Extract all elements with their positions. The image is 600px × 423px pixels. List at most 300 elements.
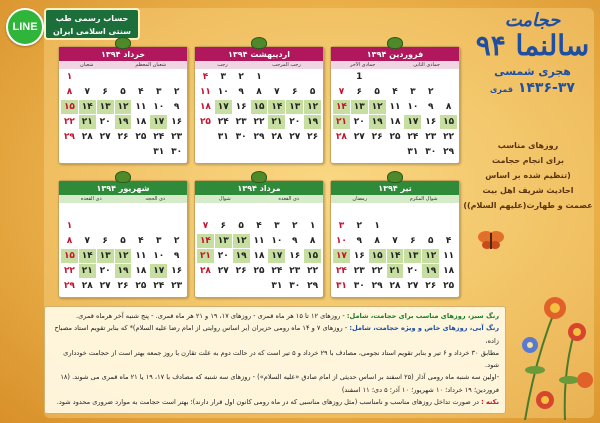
day-cell (168, 70, 185, 84)
butterfly-icon (476, 228, 506, 252)
day-cell (233, 145, 250, 159)
day-cell: ۱۲ (115, 100, 132, 114)
tree-icon (251, 37, 267, 49)
day-cell: ۲۴ (217, 117, 229, 127)
day-cell: ۵ (238, 221, 244, 231)
day-cell: ۷ (274, 87, 280, 97)
day-cell (215, 145, 232, 159)
day-cell: ۳ (338, 221, 345, 231)
flowers-decoration-icon (505, 250, 600, 420)
line-logo-icon[interactable] (6, 8, 44, 46)
day-cell: ۶ (102, 236, 108, 246)
tree-icon (115, 37, 131, 49)
day-cell: ۱۷ (404, 115, 421, 129)
day-cell: ۱۹ (422, 264, 439, 278)
account-line-1: حساب رسمی طب (55, 14, 129, 23)
day-cell (79, 204, 96, 218)
description-line: احادیث شریف اهل بیت (482, 186, 574, 195)
day-cell (115, 204, 132, 218)
day-cell: ۱۵ (251, 100, 268, 114)
legend-green-label: رنگ سبز، روزهای مناسب برای حجامت، شامل: (346, 312, 499, 320)
day-cell: ۱۱ (253, 236, 265, 246)
day-cell: ۲۶ (235, 266, 247, 276)
day-cell: ۲۸ (81, 132, 93, 142)
day-cell: ۳ (410, 87, 416, 97)
day-cell: ۹ (173, 251, 180, 261)
day-cell: ۲۷ (289, 132, 301, 142)
lunar-month-left: جمادی الآخر (350, 62, 376, 68)
day-cell: ۱۴ (333, 100, 350, 114)
day-cell: ۲۲ (307, 266, 319, 276)
legend-blue-row (51, 322, 499, 347)
day-cell: ۱۳ (351, 100, 368, 114)
day-cell (268, 70, 285, 84)
day-cell: ۱۵ (61, 100, 78, 114)
day-cell: ۲۲ (63, 117, 75, 127)
month-subheader (331, 61, 459, 69)
day-cell: ۲۸ (389, 281, 401, 291)
day-cell: ۱۲ (304, 100, 321, 114)
day-cell: ۱۷ (333, 249, 350, 263)
day-cell (387, 70, 404, 84)
day-cell: ۲۷ (353, 132, 365, 142)
month-calendar-ordibehesht (194, 46, 324, 164)
description-line: (تنظیم شده بر اساس (485, 171, 571, 180)
tree-icon (115, 171, 131, 183)
day-cell: ۱۹ (369, 115, 386, 129)
day-cell (286, 70, 303, 84)
day-cell (115, 219, 132, 233)
day-cell: ۲۴ (153, 132, 165, 142)
day-cell (304, 204, 321, 218)
day-cell: ۷ (338, 87, 345, 97)
day-cell: ۱۶ (171, 266, 183, 276)
day-cell: ۲۷ (217, 266, 229, 276)
day-cell (168, 219, 185, 233)
day-grid (331, 203, 459, 294)
day-cell (150, 70, 167, 84)
day-cell (61, 145, 78, 159)
day-cell: ۱۵ (440, 115, 457, 129)
month-calendar-tir (330, 180, 460, 298)
day-cell: ۲۰ (407, 266, 419, 276)
day-cell: ۲۸ (199, 266, 211, 276)
day-grid (59, 69, 187, 160)
day-cell: ۱۸ (389, 117, 401, 127)
day-cell (387, 204, 404, 218)
day-cell: ۶ (291, 87, 298, 97)
day-cell: ۸ (66, 87, 73, 97)
description (458, 138, 598, 213)
day-cell (150, 204, 167, 218)
lunar-month-right: شعبان المعظم (135, 62, 166, 68)
day-cell (197, 204, 214, 218)
day-cell: ۲۳ (353, 266, 365, 276)
day-grid (331, 69, 459, 160)
day-cell: ۲۵ (199, 117, 211, 127)
day-cell (79, 145, 96, 159)
day-cell (404, 219, 421, 233)
description-line: روزهای مناسب (497, 141, 559, 150)
legend-panel (44, 306, 506, 414)
tree-icon (387, 171, 403, 183)
lunar-month-left: ذی القعده (80, 196, 102, 202)
day-cell: ۱۲ (422, 249, 439, 263)
day-cell (115, 70, 132, 84)
day-cell (387, 219, 404, 233)
day-cell: ۱۲ (233, 234, 250, 248)
day-cell: ۲۲ (253, 117, 265, 127)
day-cell: ۱۵ (369, 249, 386, 263)
day-cell: ۱۸ (199, 102, 211, 112)
day-cell: ۲۵ (389, 132, 401, 142)
day-cell: ۲۲ (371, 266, 383, 276)
day-cell (233, 279, 250, 293)
day-cell: ۲۰ (289, 117, 301, 127)
day-cell: ۸ (445, 102, 452, 112)
day-cell: ۲۱ (79, 115, 96, 129)
day-cell (304, 70, 321, 84)
day-cell: ۱۹ (233, 249, 250, 263)
day-cell (404, 204, 421, 218)
day-cell: ۲۱ (197, 249, 214, 263)
day-cell: ۳۱ (271, 281, 283, 291)
day-cell: ۲ (173, 236, 180, 246)
tree-icon (251, 171, 267, 183)
day-cell: ۱۱ (199, 87, 211, 97)
day-cell: ۲۵ (443, 281, 455, 291)
day-cell: ۴ (138, 87, 144, 97)
day-cell: ۲۳ (171, 132, 183, 142)
legend-line-4: -اولین سه شنبه ماه رومی آذار (۲۵ اسفند بر اساس حدیثی از امام صادق «علیه السلام») - روزهای سه شنبه که مصادف با ۱۷، ۱۹ یا ۲۱ ماه قمری می شوند. (۱۸ (60, 373, 499, 382)
day-cell: ۳ (220, 72, 227, 82)
day-cell: ۲۰ (353, 117, 365, 127)
day-cell: ۲۶ (117, 281, 129, 291)
day-cell: ۲۸ (335, 132, 347, 142)
day-cell: ۵ (120, 87, 126, 97)
day-cell: ۹ (291, 236, 298, 246)
day-cell: ۳ (274, 221, 280, 231)
day-cell (404, 70, 421, 84)
day-cell: ۵ (374, 87, 380, 97)
day-cell: ۹ (427, 102, 434, 112)
day-cell: ۱۲ (369, 100, 386, 114)
day-cell: ۲ (238, 72, 244, 82)
day-cell: ۴ (445, 236, 452, 246)
day-cell: ۶ (410, 236, 416, 246)
day-grid (195, 69, 323, 160)
month-subheader (59, 61, 187, 69)
day-cell: ۳۱ (335, 281, 347, 291)
legend-line-3: مطابق ۳۰ خرداد و ۶ تیر و بنابر تقویم استاد نجومی، مصادف با ۲۹ خرداد و ۵ تیر است که در حالت دوم به علت تقارن با روز جمعه بهتر است از حجامت خودداری شود. (63, 348, 499, 370)
day-cell (440, 70, 457, 84)
day-cell: ۲۸ (271, 132, 283, 142)
day-cell: ۱۶ (353, 251, 365, 261)
lunar-month-right: شوال المکرم (409, 196, 438, 202)
account-label (44, 8, 140, 40)
lunar-label: قمری (490, 85, 513, 94)
day-cell (97, 219, 114, 233)
day-cell: ۱۹ (304, 115, 321, 129)
day-cell (387, 145, 404, 159)
day-cell: ۶ (220, 221, 227, 231)
lunar-years-value: ۱۴۳۶-۳۷ (517, 80, 575, 96)
day-cell: ۱۳ (97, 100, 114, 114)
month-calendar-farvardin (330, 46, 460, 164)
day-cell: ۲۹ (63, 281, 75, 291)
day-cell (132, 145, 149, 159)
day-cell: ۱۶ (235, 102, 247, 112)
day-cell (268, 204, 285, 218)
day-grid (59, 203, 187, 294)
day-cell: ۲۶ (371, 132, 383, 142)
day-cell (197, 279, 214, 293)
month-calendar-shahrivar (58, 180, 188, 298)
day-cell: ۳۰ (171, 147, 183, 157)
day-cell: ۲۹ (371, 281, 383, 291)
day-cell (351, 145, 368, 159)
day-cell (215, 279, 232, 293)
day-cell: ۲۹ (253, 132, 265, 142)
day-cell: ۲۹ (443, 147, 455, 157)
day-cell: ۱۷ (150, 115, 167, 129)
day-cell: ۱۷ (150, 264, 167, 278)
title-lunar-years (470, 80, 595, 96)
day-cell: ۱۸ (135, 117, 147, 127)
day-cell: ۲۶ (425, 281, 437, 291)
day-cell: ۱۵ (61, 249, 78, 263)
day-cell (422, 70, 439, 84)
day-cell: ۲۱ (333, 115, 350, 129)
month-calendar-khordad (58, 46, 188, 164)
legend-note-label: نکته : (481, 398, 499, 407)
day-cell: ۶ (102, 87, 108, 97)
day-cell (333, 70, 350, 84)
day-cell: ۱۴ (197, 234, 214, 248)
day-cell (440, 219, 457, 233)
day-cell (79, 70, 96, 84)
day-cell: ۲۹ (63, 132, 75, 142)
day-cell: ۲۴ (407, 132, 419, 142)
day-cell (286, 204, 303, 218)
lunar-month-left: شوال (218, 196, 231, 202)
day-cell: ۲۱ (387, 264, 404, 278)
legend-blue-label: رنگ آبی، روزهای خاص و ویژه حجامت، شامل: (349, 324, 499, 333)
day-grid (195, 203, 323, 294)
day-cell: ۱۴ (79, 100, 96, 114)
day-cell: ۷ (84, 236, 91, 246)
day-cell (369, 145, 386, 159)
day-cell: ۳۰ (289, 281, 301, 291)
day-cell (440, 85, 457, 99)
day-cell: ۲۱ (268, 115, 285, 129)
day-cell: ۱ (66, 72, 73, 82)
day-cell: ۹ (356, 236, 363, 246)
day-cell: ۲۳ (235, 117, 247, 127)
day-cell: ۴ (256, 221, 262, 231)
day-cell: ۲۷ (407, 281, 419, 291)
day-cell: ۲۵ (253, 266, 265, 276)
legend-green-text: - روزهای ۱۲ تا ۱۵ هر ماه قمری - روزهای ۱۷، ۱۹ و ۲۱ هر ماه قمری. - پنج شنبه آخر هرماه قمری. (76, 312, 345, 320)
day-cell (115, 145, 132, 159)
day-cell: ۱۶ (171, 117, 183, 127)
day-cell: ۹ (173, 102, 180, 112)
day-cell (369, 204, 386, 218)
line-logo-label: LINE (12, 21, 38, 33)
day-cell (251, 204, 268, 218)
day-cell: ۲۳ (289, 266, 301, 276)
day-cell: ۲۴ (335, 266, 347, 276)
day-cell: ۳۰ (425, 147, 437, 157)
day-cell (61, 204, 78, 218)
day-cell: ۱۴ (387, 249, 404, 263)
day-cell: ۱۴ (268, 100, 285, 114)
day-cell (251, 279, 268, 293)
day-cell: ۱۱ (389, 102, 401, 112)
day-cell: ۲ (356, 221, 363, 231)
day-cell: ۴ (392, 87, 398, 97)
day-cell (351, 204, 368, 218)
day-cell (197, 130, 214, 144)
day-cell: ۱۱ (443, 251, 455, 261)
month-title: شهریور ۱۳۹۴ (59, 181, 187, 195)
day-cell: ۱۰ (335, 236, 347, 246)
lunar-month-left: رمضان (352, 196, 368, 202)
day-cell: ۲۸ (81, 281, 93, 291)
day-cell: ۲۷ (99, 281, 111, 291)
day-cell: ۳۰ (235, 132, 247, 142)
day-cell (132, 219, 149, 233)
day-cell (168, 204, 185, 218)
day-cell: ۲۲ (443, 132, 455, 142)
day-cell: ۲۰ (99, 117, 111, 127)
lunar-month-right: ذی الحجه (145, 196, 166, 202)
account-line-2: سنتی اسلامی ایران (52, 27, 132, 36)
day-cell: ۱۸ (443, 266, 455, 276)
day-cell: ۲۳ (425, 132, 437, 142)
day-cell: ۱۳ (215, 234, 232, 248)
day-cell: ۲۴ (153, 281, 165, 291)
day-cell: ۳ (155, 236, 162, 246)
day-cell: ۱۷ (268, 249, 285, 263)
day-cell: ۳۱ (217, 132, 229, 142)
day-cell: ۲۰ (99, 266, 111, 276)
month-subheader (195, 195, 323, 203)
day-cell: ۱۹ (115, 264, 132, 278)
day-cell: ۱۳ (97, 249, 114, 263)
day-cell: ۱۲ (115, 249, 132, 263)
day-cell: ۱ (309, 221, 316, 231)
day-cell (233, 204, 250, 218)
day-cell: ۳ (155, 87, 162, 97)
day-cell: ۱۶ (289, 251, 301, 261)
day-cell: ۱۶ (425, 117, 437, 127)
day-cell: ۱۰ (407, 102, 419, 112)
day-cell: ۱۰ (271, 236, 283, 246)
day-cell (132, 70, 149, 84)
lunar-month-right: جمادی الثانی (413, 62, 441, 68)
month-calendar-mordad (194, 180, 324, 298)
day-cell: ۷ (392, 236, 398, 246)
day-cell: 1 (356, 72, 363, 82)
month-title: تیر ۱۳۹۴ (331, 181, 459, 195)
day-cell: ۲۵ (135, 132, 147, 142)
day-cell: ۲۳ (171, 281, 183, 291)
day-cell: ۵ (120, 236, 126, 246)
day-cell: ۱۷ (215, 100, 232, 114)
day-cell: ۱۰ (153, 251, 165, 261)
day-cell: ۸ (374, 236, 380, 246)
day-cell: ۵ (427, 236, 434, 246)
day-cell: ۳۰ (353, 281, 365, 291)
title-solar-hijri: هجری شمسی (494, 65, 571, 78)
day-cell (369, 70, 386, 84)
day-cell (79, 219, 96, 233)
day-cell: ۱۱ (135, 102, 147, 112)
day-cell: ۹ (238, 87, 244, 97)
day-cell: ۴ (138, 236, 144, 246)
month-subheader (331, 195, 459, 203)
month-title: مرداد ۱۳۹۴ (195, 181, 323, 195)
day-cell: ۶ (356, 87, 363, 97)
day-cell (197, 145, 214, 159)
month-subheader (59, 195, 187, 203)
lunar-month-left: رجب (217, 62, 228, 68)
day-cell: ۱۰ (217, 87, 229, 97)
title-main: سالنما ۹۴ (475, 29, 590, 62)
legend-blue-text: - روزهای ۷ و ۱۴ ماه رومی حزیران (بر اساس روایتی از امام رضا علیه السلام)* که بنابر تقویم استاد مصباح زاده، (54, 324, 499, 345)
day-cell (97, 70, 114, 84)
day-cell: ۱۸ (135, 266, 147, 276)
day-cell (97, 145, 114, 159)
day-cell: ۲ (291, 221, 298, 231)
day-cell: ۱ (256, 72, 262, 82)
day-cell: ۱۸ (253, 251, 265, 261)
day-cell (268, 145, 285, 159)
lunar-month-left: شعبان (80, 62, 94, 68)
day-cell: ۱۳ (404, 249, 421, 263)
day-cell (333, 145, 350, 159)
day-cell (286, 145, 303, 159)
day-cell: ۱۰ (153, 102, 165, 112)
description-line: عصمت و طهارت(علیهم السلام)) (463, 201, 593, 210)
legend-note-row (51, 396, 499, 408)
day-cell: ۲ (427, 87, 434, 97)
day-cell: ۷ (202, 221, 209, 231)
day-cell: ۱۴ (79, 249, 96, 263)
day-cell: ۲۷ (99, 132, 111, 142)
day-cell (440, 204, 457, 218)
day-cell: ۲۶ (117, 132, 129, 142)
day-cell (251, 145, 268, 159)
day-cell: ۱۹ (115, 115, 132, 129)
day-cell: ۲۰ (217, 251, 229, 261)
day-cell: ۱۱ (135, 251, 147, 261)
day-cell (333, 204, 350, 218)
day-cell (132, 204, 149, 218)
day-cell: ۱ (374, 221, 380, 231)
day-cell: ۸ (66, 236, 73, 246)
day-cell (422, 204, 439, 218)
tree-icon (387, 37, 403, 49)
day-cell: ۲۶ (307, 132, 319, 142)
legend-line-5: فروردین؛ ۱۹ خرداد؛ ۱۰ شهریور؛ ۱۰ آذر؛ ۵ دی؛ ۱۱ اسفند) (341, 385, 499, 394)
day-cell: ۲۵ (135, 281, 147, 291)
month-title: خرداد ۱۳۹۴ (59, 47, 187, 61)
legend-green-row (51, 310, 499, 322)
month-title: اردیبهشت ۱۳۹۴ (195, 47, 323, 61)
day-cell: ۲۴ (271, 266, 283, 276)
